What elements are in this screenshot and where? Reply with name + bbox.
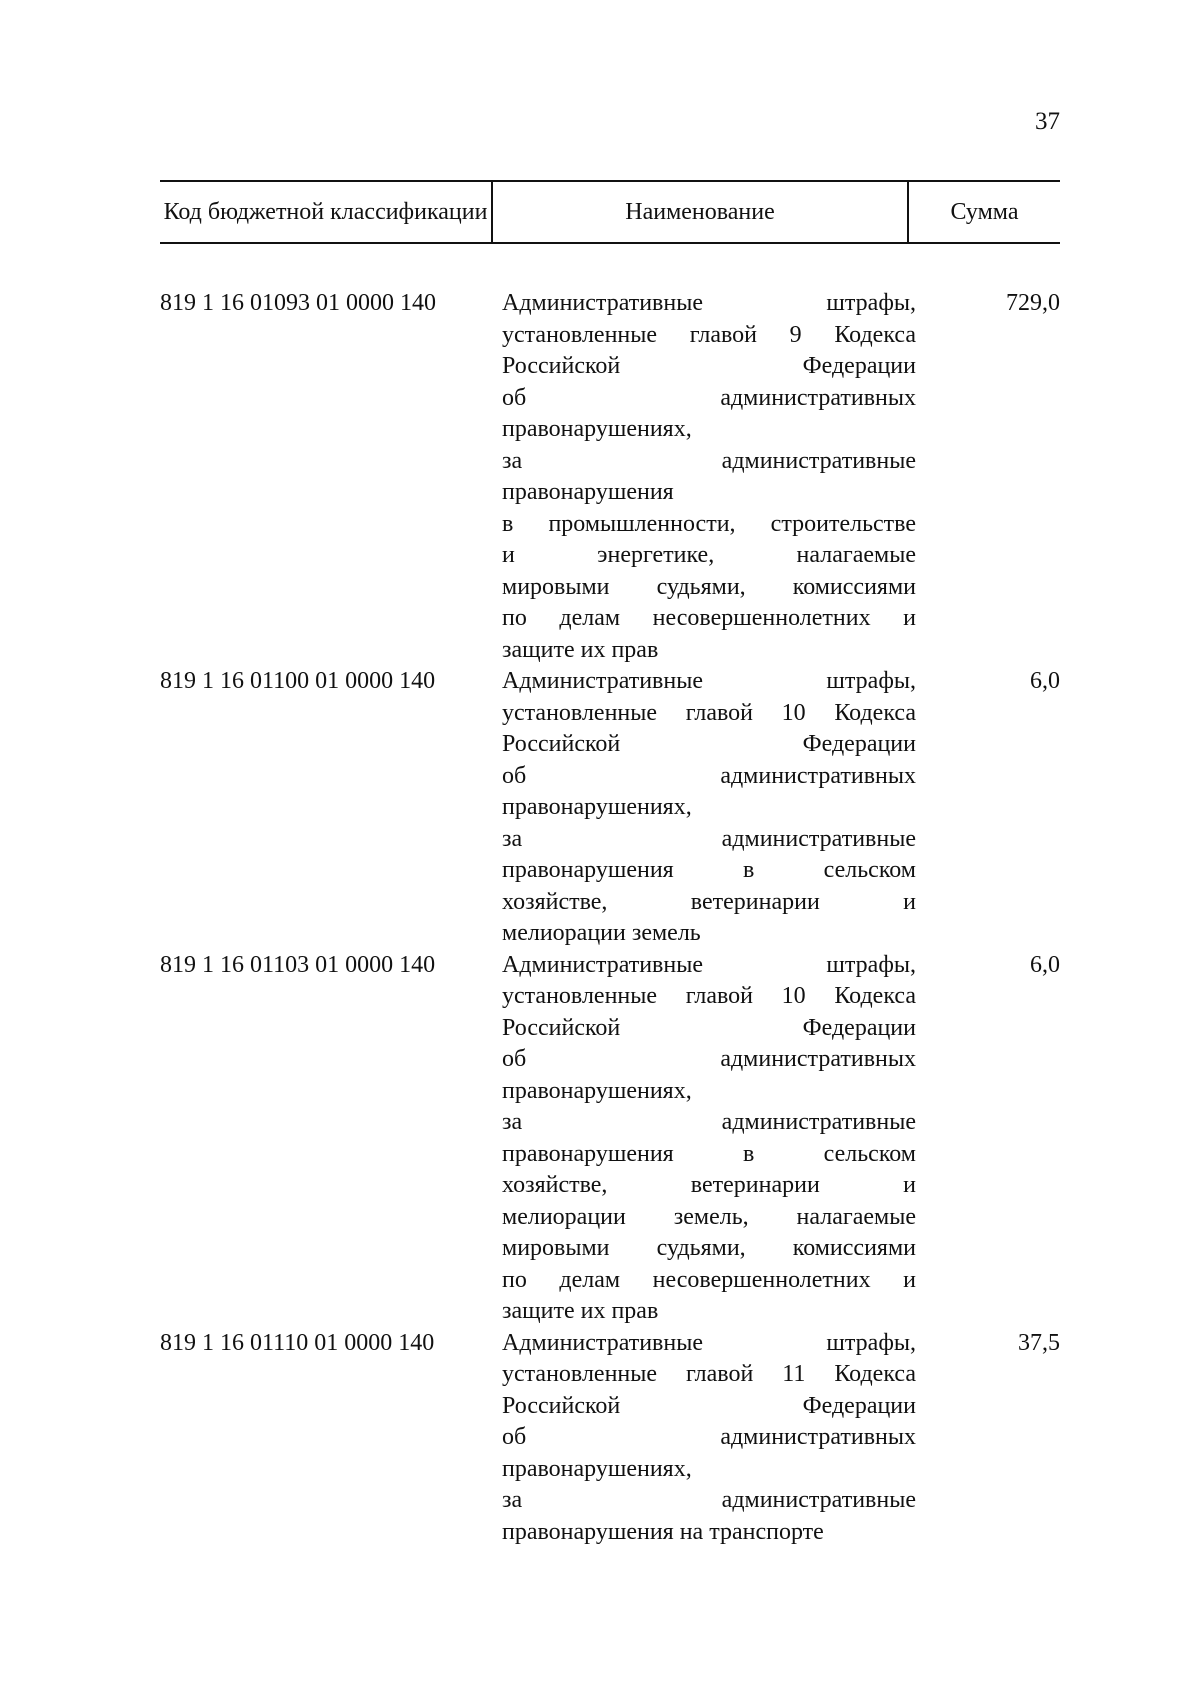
item-name-line: по делам несовершеннолетних и [502, 605, 916, 631]
item-name-line: мелиорации земель, налагаемые [502, 1203, 916, 1230]
item-name-line: хозяйстве, ветеринарии и [502, 1172, 916, 1198]
budget-code: 819 1 16 01103 01 0000 140 [160, 951, 436, 978]
item-name-line: Административные штрафы, [502, 1329, 916, 1356]
item-name-line: об административных [502, 384, 916, 411]
item-name-line: об административных [502, 762, 916, 789]
item-name-line: установленные главой 11 Кодекса [502, 1361, 916, 1387]
item-name-line: правонарушения в сельском [502, 1140, 916, 1167]
item-name-line: Российской Федерации [502, 731, 916, 757]
item-name-line: защите их прав [502, 1298, 659, 1324]
item-name-line: правонарушениях, [502, 1077, 692, 1104]
item-name-line: правонарушения [502, 479, 674, 505]
budget-code: 819 1 16 01093 01 0000 140 [160, 290, 436, 316]
table-row [160, 666, 1060, 950]
item-name [502, 288, 916, 666]
item-name [502, 666, 916, 950]
item-name-line: правонарушениях, [502, 1455, 692, 1482]
item-name-line: Административные штрафы, [502, 290, 916, 316]
item-name-line: в промышленности, строительстве [502, 510, 916, 537]
item-name-line: правонарушения в сельском [502, 857, 916, 883]
item-name-line: установленные главой 10 Кодекса [502, 983, 916, 1009]
item-name-line: мелиорации земель [502, 920, 701, 946]
table-row [160, 288, 1060, 666]
amount: 37,5 [1018, 1329, 1060, 1356]
item-name-line: Административные штрафы, [502, 668, 916, 694]
item-name-line: и энергетике, налагаемые [502, 542, 916, 568]
table-row [160, 950, 1060, 1328]
item-name-line: мировыми судьями, комиссиями [502, 1235, 916, 1261]
item-name-line: об административных [502, 1046, 916, 1072]
item-name-line: правонарушения на транспорте [502, 1518, 824, 1545]
item-name-line: правонарушениях, [502, 794, 692, 820]
item-name-line: об административных [502, 1424, 916, 1450]
item-name-line: Российской Федерации [502, 353, 916, 379]
table-body [160, 288, 1060, 1548]
item-name-line: Административные штрафы, [502, 951, 916, 978]
item-name-line: мировыми судьями, комиссиями [502, 573, 916, 600]
table-row [160, 1328, 1060, 1549]
amount: 6,0 [1030, 668, 1060, 694]
item-name-line: по делам несовершеннолетних и [502, 1266, 916, 1293]
item-name-line: установленные главой 10 Кодекса [502, 699, 916, 726]
amount: 6,0 [1030, 951, 1060, 978]
header-name-label: Наименование [625, 198, 775, 225]
budget-code: 819 1 16 01110 01 0000 140 [160, 1329, 435, 1356]
item-name [502, 1328, 916, 1549]
item-name-line: Российской Федерации [502, 1014, 916, 1041]
budget-code: 819 1 16 01100 01 0000 140 [160, 668, 436, 694]
page-number: 37 [1035, 108, 1060, 135]
item-name-line: установленные главой 9 Кодекса [502, 321, 916, 348]
amount: 729,0 [1006, 290, 1060, 316]
header-code-label: Код бюджетной классификации [163, 198, 488, 225]
item-name-line: за административные [502, 1109, 916, 1135]
item-name-line: за административные [502, 825, 916, 852]
item-name-line: хозяйстве, ветеринарии и [502, 888, 916, 915]
table-header [160, 180, 1060, 244]
item-name [502, 950, 916, 1328]
item-name-line: за административные [502, 1487, 916, 1513]
item-name-line: защите их прав [502, 636, 659, 663]
item-name-line: за административные [502, 447, 916, 474]
item-name-line: Российской Федерации [502, 1392, 916, 1419]
header-sum-label: Сумма [950, 198, 1019, 225]
item-name-line: правонарушениях, [502, 416, 692, 442]
